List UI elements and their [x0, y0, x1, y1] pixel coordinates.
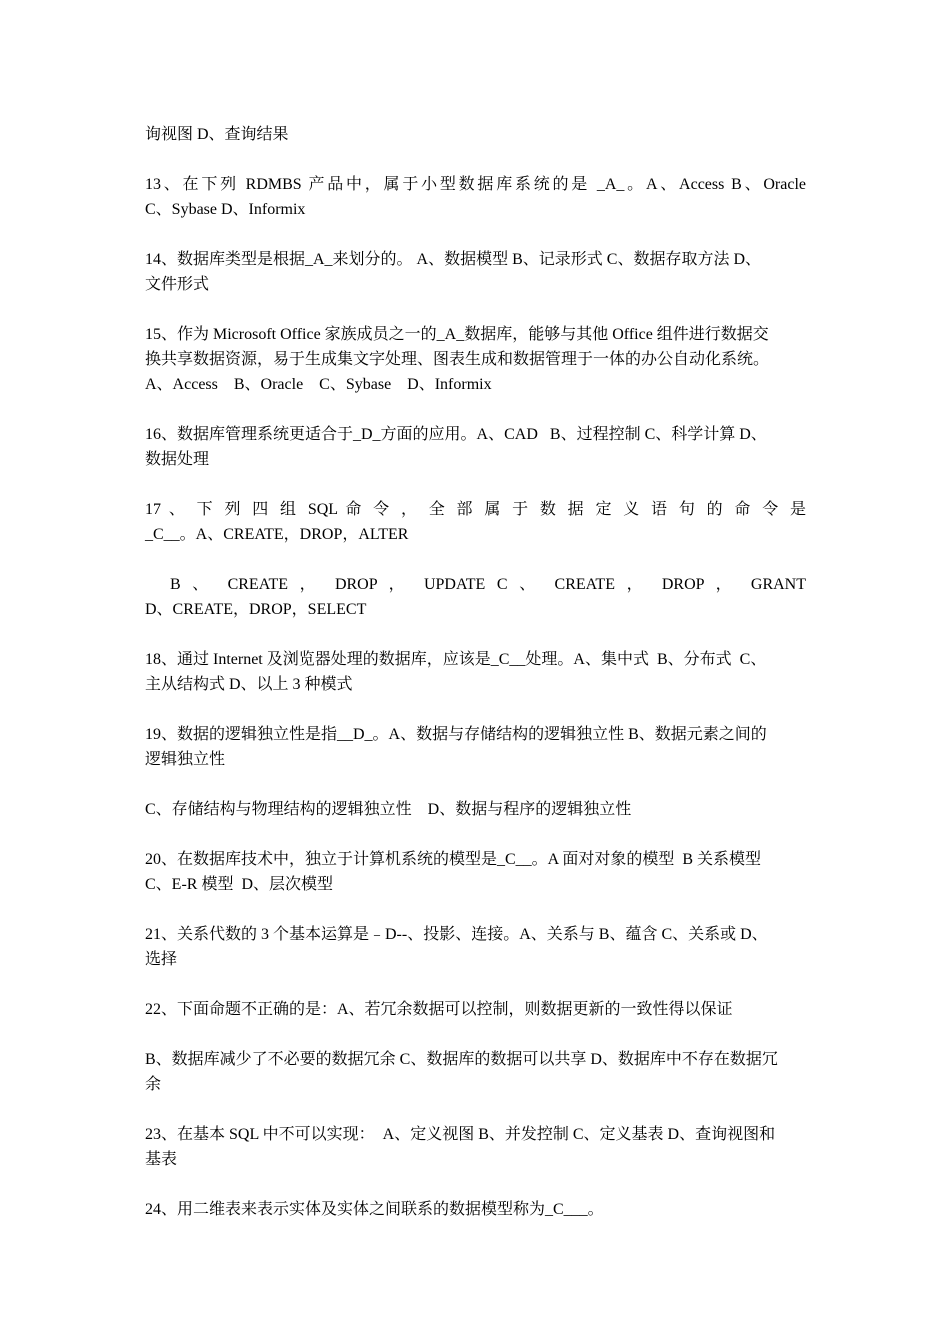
text-line: 16、数据库管理系统更适合于_D_方面的应用。A、CAD B、过程控制 C、科学计算 D、: [145, 426, 767, 443]
text-line: C、Sybase D、Informix: [145, 201, 306, 218]
paragraph-q18: [145, 647, 806, 697]
paragraph-q20: [145, 847, 806, 897]
paragraph-q22-options: [145, 1047, 806, 1097]
text-line: 选择: [145, 951, 178, 968]
document-page: [145, 122, 806, 1247]
text-line: 询视图 D、查询结果: [145, 126, 289, 143]
text-line: 文件形式: [145, 276, 210, 293]
text-line: 23、在基本 SQL 中不可以实现： A、定义视图 B、并发控制 C、定义基表 D、查询视图和: [145, 1126, 776, 1143]
text-line: 13、在下列 RDMBS 产品中，属于小型数据库系统的是 _A_。A、Access B、Oracle: [145, 176, 806, 193]
text-line: 19、数据的逻辑独立性是指__D_。A、数据与存储结构的逻辑独立性 B、数据元素之间的: [145, 726, 767, 743]
text-line: D、CREATE，DROP，SELECT: [145, 601, 367, 618]
text-line: 20、在数据库技术中，独立于计算机系统的模型是_C__。A 面对对象的模型 B 关系模型: [145, 851, 762, 868]
text-line: B 、 CREATE ， DROP ， UPDATE C 、 CREATE ， DROP ， GRANT: [170, 576, 806, 593]
text-line: _C__。A、CREATE，DROP，ALTER: [145, 526, 409, 543]
text-line: 22、下面命题不正确的是：A、若冗余数据可以控制，则数据更新的一致性得以保证: [145, 1001, 733, 1018]
text-line: 18、通过 Internet 及浏览器处理的数据库，应该是_C__处理。A、集中式 B、分布式 C、: [145, 651, 767, 668]
paragraph-q15: [145, 322, 806, 397]
text-line: 24、用二维表来表示实体及实体之间联系的数据模型称为_C___。: [145, 1201, 604, 1218]
text-line: A、Access B、Oracle C、Sybase D、Informix: [145, 376, 492, 393]
paragraph-q19: [145, 722, 806, 772]
text-line: 数据处理: [145, 451, 210, 468]
paragraph-q19-options: [145, 797, 806, 822]
paragraph-q13: [145, 172, 806, 222]
paragraph-q21: [145, 922, 806, 972]
paragraph-q12-tail: [145, 122, 806, 147]
paragraph-q14: [145, 247, 806, 297]
text-line: 主从结构式 D、以上 3 种模式: [145, 676, 353, 693]
text-line: C、存储结构与物理结构的逻辑独立性 D、数据与程序的逻辑独立性: [145, 801, 632, 818]
text-line: 换共享数据资源，易于生成集文字处理、图表生成和数据管理于一体的办公自动化系统。: [145, 351, 770, 368]
paragraph-q23: [145, 1122, 806, 1172]
paragraph-q24: [145, 1197, 806, 1222]
text-line: 基表: [145, 1151, 178, 1168]
text-line: B、数据库减少了不必要的数据冗余 C、数据库的数据可以共享 D、数据库中不存在数据冗: [145, 1051, 778, 1068]
paragraph-q22: [145, 997, 806, 1022]
paragraph-q17-options: [145, 572, 806, 622]
text-line: 余: [145, 1076, 162, 1093]
text-line: 21、关系代数的 3 个基本运算是﹣D--、投影、连接。A、关系与 B、蕴含 C、关系或 D、: [145, 926, 768, 943]
text-line: 14、数据库类型是根据_A_来划分的。 A、数据模型 B、记录形式 C、数据存取方法 D、: [145, 251, 762, 268]
paragraph-q16: [145, 422, 806, 472]
text-line: 17 、 下 列 四 组 SQL 命 令 ， 全 部 属 于 数 据 定 义 语 句 的 命 令 是: [145, 501, 806, 518]
text-line: 逻辑独立性: [145, 751, 226, 768]
text-line: 15、作为 Microsoft Office 家族成员之一的_A_数据库，能够与其他 Office 组件进行数据交: [145, 326, 769, 343]
text-line: C、E-R 模型 D、层次模型: [145, 876, 334, 893]
paragraph-q17: [145, 497, 806, 547]
